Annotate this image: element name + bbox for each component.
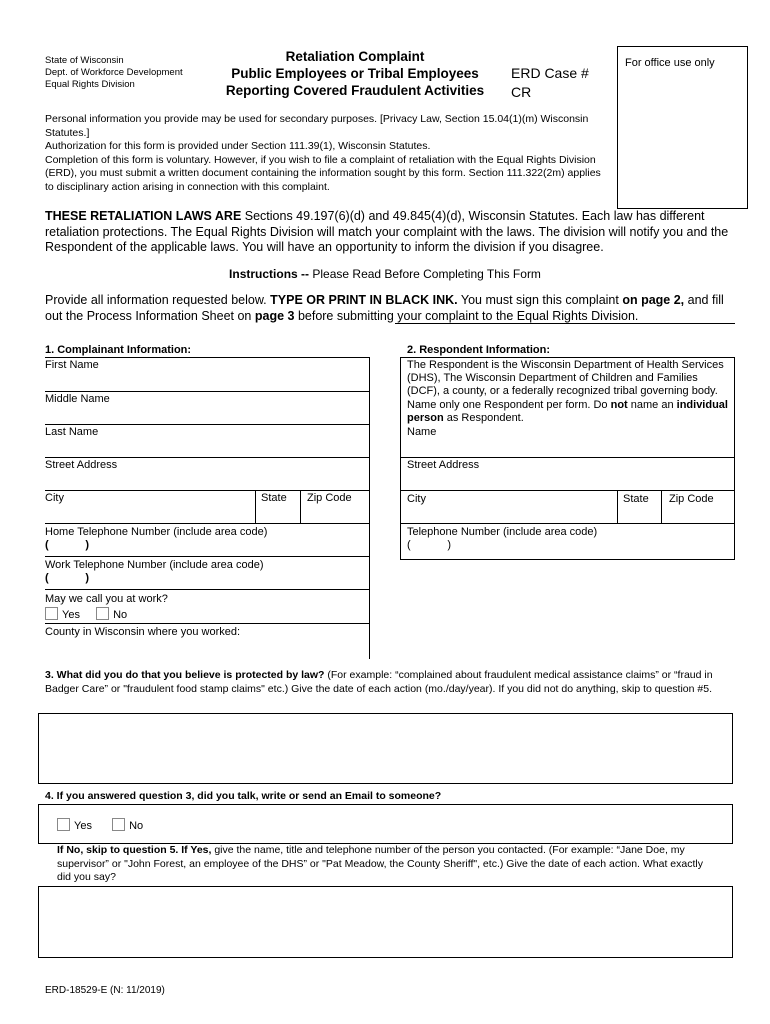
call-no-label: No [113,609,128,621]
q4-followup-bold: If No, skip to question 5. If Yes, [57,844,212,856]
respondent-city-field[interactable]: City [407,493,426,505]
divider [300,490,301,524]
divider [45,589,370,590]
county-field[interactable]: County in Wisconsin where you worked: [45,626,241,638]
retaliation-laws [45,209,735,256]
call-no-checkbox[interactable] [96,607,109,620]
erd-case-prefix: CR [511,84,532,100]
respondent-street-field[interactable]: Street Address [407,459,480,471]
respondent-desc-3: as Respondent. [443,411,524,424]
respondent-desc-1: The Respondent is the Wisconsin Department of Health Services (DHS), The Wisconsin Department of Children and Families (DCF), a county, or a federally recognized tribal governing body. Name only one Respondent per form. Do [407,359,724,411]
privacy-notice [45,113,605,194]
q3-text: (For example: “complained about fraudulent medical assistance claims” or “fraud in Badger Care” or "fraudulent food stamp claims" etc.) Give the date of each action (mo./day/year). If you did not do anything, skip to question #5. [45,669,713,695]
provide-bold-1: TYPE OR PRINT IN BLACK INK. [270,293,458,307]
divider [45,457,370,458]
complainant-heading: 1. Complainant Information: [45,344,192,356]
authorization-line: Authorization for this form is provided under Section 111.39(1), Wisconsin Statutes. [45,140,431,152]
provide-bold-3: page 3 [254,309,295,323]
q4-followup [57,844,717,885]
divider [45,556,370,557]
q3-answer-box[interactable] [38,713,733,784]
q4-options [57,818,143,833]
home-phone-label: Home Telephone Number (include area code) [45,526,268,538]
respondent-state-field[interactable]: State [623,493,649,505]
instructions-text: Please Read Before Completing This Form [309,267,541,281]
respondent-description [407,359,729,425]
divider [617,490,618,524]
divider [400,457,735,458]
call-at-work-label: May we call you at work? [45,593,168,605]
street-address-field[interactable]: Street Address [45,459,118,471]
q4-followup-text: give the name, title and telephone number of the person you contacted. (For example: “Jane Doe, my supervisor” or "John Forest, an employee of the DHS” or "Pat Meadow, the County Sheriff", etc.) Give the date of each action. What exactly did you say? [57,844,703,883]
state-field[interactable]: State [261,492,287,504]
divider [45,490,370,491]
respondent-desc-individual: individual person [407,398,728,424]
work-phone-area-code: ( ) [45,572,89,584]
call-yes-checkbox[interactable] [45,607,58,620]
office-use-box [617,46,748,209]
divider [45,391,370,392]
respondent-desc-2: name an [627,398,677,411]
respondent-phone-field[interactable] [407,526,597,552]
first-name-field[interactable]: First Name [45,359,99,371]
divider [45,523,370,524]
q4-answer-box[interactable] [38,886,733,958]
work-phone-label: Work Telephone Number (include area code) [45,559,264,571]
form-title [205,48,505,99]
q4-no-label: No [129,820,144,832]
complainant-right-rule [369,357,370,659]
provide-text-3: and fill out the Process Information Sheet on [45,293,724,323]
work-phone-field[interactable] [45,559,264,585]
respondent-phone-area-code: ( ) [407,539,451,551]
provide-info [45,292,735,324]
divider [45,623,370,624]
city-field[interactable]: City [45,492,64,504]
erd-case [511,64,589,102]
q3-bold: 3. What did you do that you believe is protected by law? [45,669,325,681]
title-line-2: Public Employees or Tribal Employees [231,66,479,81]
agency-division: Equal Rights Division [45,79,135,90]
agency-block [45,55,183,91]
provide-underline [395,323,735,324]
divider [45,424,370,425]
question-3 [45,669,735,696]
erd-case-label: ERD Case # [511,65,589,81]
respondent-phone-label: Telephone Number (include area code) [407,526,598,538]
provide-text-2: You must sign this complaint [457,293,623,307]
agency-state: State of Wisconsin [45,55,124,66]
provide-text-4: before submitting your complaint to the Equal Rights Division. [294,309,639,323]
complainant-top-rule [45,357,370,358]
instructions-bold: Instructions -- [229,267,310,281]
zip-code-field[interactable]: Zip Code [307,492,352,504]
q4-yes-checkbox[interactable] [57,818,70,831]
home-phone-area-code: ( ) [45,539,89,551]
provide-bold-2: on page 2, [622,293,685,307]
provide-text-1: Provide all information requested below. [45,293,271,307]
title-line-1: Retaliation Complaint [285,49,425,64]
instructions-heading [0,267,770,281]
respondent-zip-field[interactable]: Zip Code [669,493,714,505]
divider [400,490,735,491]
form-number: ERD-18529-E (N: 11/2019) [45,985,165,996]
call-at-work-options [45,607,127,622]
q4-yes-label: Yes [74,820,92,832]
q4-no-checkbox[interactable] [112,818,125,831]
question-4: 4. If you answered question 3, did you talk, write or send an Email to someone? [45,790,442,802]
divider [661,490,662,524]
laws-text: Sections 49.197(6)(d) and 49.845(4)(d), Wisconsin Statutes. Each law has different retaliation protections. The Equal Rights Division will match your complaint with the laws. The division will notify you and the Respondent of the applicable laws. You will have an opportunity to inform the division if you disagree. [45,209,729,254]
privacy-line: Personal information you provide may be used for secondary purposes. [Privacy Law, Section 15.04(1)(m) Wisconsin Statutes.] [45,113,589,139]
title-line-3: Reporting Covered Fraudulent Activities [225,83,485,98]
last-name-field[interactable]: Last Name [45,426,99,438]
laws-bold: THESE RETALIATION LAWS ARE [45,209,242,223]
respondent-name-field[interactable]: Name [407,426,437,438]
office-use-label: For office use only [625,57,715,69]
respondent-heading: 2. Respondent Information: [407,344,550,356]
divider [255,490,256,524]
call-yes-label: Yes [62,609,80,621]
middle-name-field[interactable]: Middle Name [45,393,110,405]
voluntary-line: Completion of this form is voluntary. However, if you wish to file a complaint of retaliation with the Equal Rights Division (ERD), you must submit a written document containing the information sought by this form. Section 111.322(2m) applies to disciplinary action arising in connection with this complaint. [45,153,601,193]
agency-dept: Dept. of Workforce Development [45,67,183,78]
divider [400,523,735,524]
respondent-desc-not: not [610,398,628,411]
home-phone-field[interactable] [45,526,267,552]
